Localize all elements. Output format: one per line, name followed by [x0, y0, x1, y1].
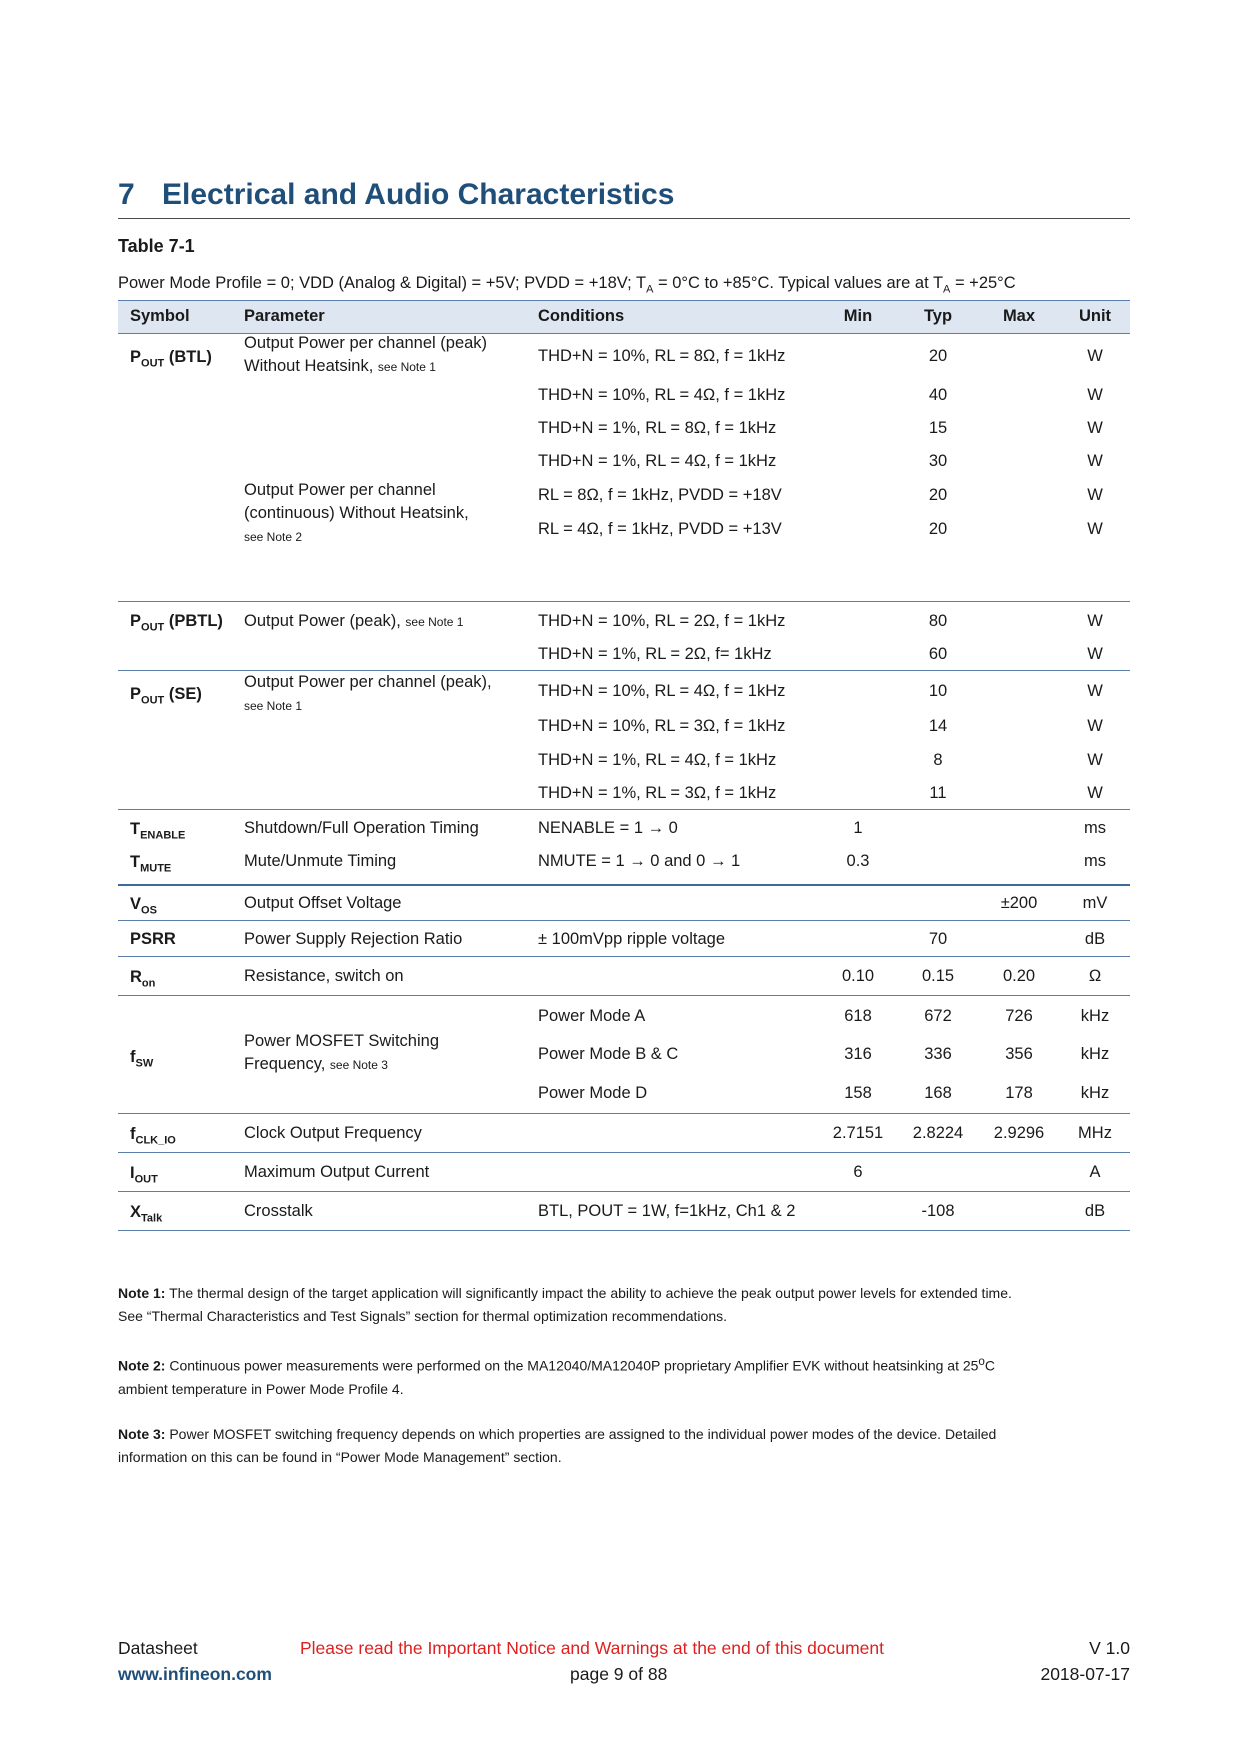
- symbol-cell: PSRR: [130, 930, 176, 948]
- unit-cell: W: [1087, 520, 1103, 538]
- condition-cell: Power Mode A: [538, 1007, 646, 1025]
- typ-cell: 15: [928, 419, 948, 437]
- max-cell: 356: [1005, 1045, 1033, 1063]
- typ-cell: 30: [928, 452, 948, 470]
- unit-cell: Ω: [1088, 967, 1102, 985]
- note-1: Note 1: The thermal design of the target application will significantly impact the ability to achieve the peak output power levels for extended time. See “Thermal Characteristics and Test Signals” section for thermal optimization recommendations.: [118, 1285, 1012, 1324]
- table-row-group-fsw: [118, 996, 1130, 1114]
- section-heading: [118, 178, 1130, 219]
- typ-cell: 60: [928, 645, 948, 663]
- typ-cell: 80: [928, 612, 948, 630]
- typ-cell: 20: [928, 520, 948, 538]
- table-row-vos: [118, 886, 1130, 921]
- symbol-cell: $I_{OUT}$: [130, 1164, 158, 1186]
- unit-cell: MHz: [1078, 1124, 1112, 1142]
- typ-cell: 40: [928, 386, 948, 404]
- condition-cell: Power Mode B & C: [538, 1045, 679, 1063]
- unit-cell: kHz: [1080, 1045, 1110, 1063]
- typ-cell: 168: [924, 1084, 952, 1102]
- table-row-group-timing: [118, 810, 1130, 886]
- condition-cell: THD+N = 1%, RL = 3Ω, f = 1kHz: [538, 784, 777, 802]
- typ-cell: 2.8224: [912, 1124, 964, 1142]
- unit-cell: dB: [1084, 930, 1106, 948]
- col-conditions: Conditions: [538, 307, 625, 325]
- unit-cell: kHz: [1080, 1084, 1110, 1102]
- condition-cell: Power Mode D: [538, 1084, 648, 1102]
- unit-cell: kHz: [1080, 1007, 1110, 1025]
- typ-cell: 14: [928, 717, 948, 735]
- condition-cell: NMUTE = 1 → 0 and 0 → 1: [538, 852, 741, 870]
- footer-date: 2018-07-17: [1040, 1664, 1130, 1684]
- symbol-cell: $f_{CLK\_IO}$: [130, 1125, 176, 1147]
- min-cell: 0.3: [846, 852, 870, 870]
- min-cell: 618: [844, 1007, 872, 1025]
- unit-cell: ms: [1084, 852, 1106, 870]
- typ-cell: 8: [933, 751, 943, 769]
- min-cell: 0.10: [841, 967, 875, 985]
- table-row-group-pout-se: [118, 671, 1130, 810]
- max-cell: 0.20: [1002, 967, 1036, 985]
- condition-cell: THD+N = 10%, RL = 8Ω, f = 1kHz: [538, 347, 786, 365]
- parameter-cell: Output Power (peak), see Note 1: [244, 612, 464, 630]
- symbol-cell: $X_{Talk}$: [130, 1203, 163, 1225]
- symbol-cell: $P_{OUT}$ (SE): [130, 685, 202, 707]
- unit-cell: W: [1087, 717, 1103, 735]
- condition-cell: THD+N = 10%, RL = 4Ω, f = 1kHz: [538, 386, 786, 404]
- symbol-cell: $P_{OUT}$ (BTL): [130, 348, 212, 370]
- unit-cell: W: [1087, 419, 1103, 437]
- note-3: Note 3: Power MOSFET switching frequency depends on which properties are assigned to the individual power modes of the device. Detailed information on this can be found in “Power Mode Management” section.: [118, 1425, 997, 1465]
- section-title: Electrical and Audio Characteristics: [162, 178, 675, 211]
- table-row-iout: [118, 1153, 1130, 1192]
- unit-cell: W: [1087, 347, 1103, 365]
- symbol-cell: $T_{ENABLE}$: [130, 820, 186, 842]
- symbol-cell: $T_{MUTE}$: [130, 853, 172, 875]
- symbol-cell: $V_{OS}$: [130, 895, 157, 917]
- footer-doc-type: Datasheet: [118, 1638, 198, 1658]
- typ-cell: 672: [924, 1007, 952, 1025]
- typ-cell: 70: [928, 930, 948, 948]
- typ-cell: 20: [928, 486, 948, 504]
- condition-cell: THD+N = 10%, RL = 4Ω, f = 1kHz: [538, 682, 786, 700]
- col-unit: Unit: [1078, 307, 1112, 325]
- condition-cell: NENABLE = 1 → 0: [538, 819, 678, 837]
- parameter-cell: Output Offset Voltage: [244, 894, 402, 912]
- unit-cell: W: [1087, 452, 1103, 470]
- typ-cell: 11: [929, 784, 947, 802]
- unit-cell: W: [1087, 486, 1103, 504]
- parameter-cell: Output Power per channel (peak) Without Heatsink, see Note 1: [244, 334, 488, 375]
- symbol-cell: $f_{SW}$: [130, 1048, 154, 1070]
- min-cell: 1: [853, 819, 863, 837]
- unit-cell: dB: [1084, 1202, 1106, 1220]
- footer-notice: Please read the Important Notice and Warnings at the end of this document: [300, 1638, 884, 1658]
- table-row-group-pout-pbtl: [118, 602, 1130, 671]
- parameter-cell: Crosstalk: [244, 1202, 313, 1220]
- unit-cell: W: [1087, 612, 1103, 630]
- min-cell: 316: [844, 1045, 872, 1063]
- col-min: Min: [843, 307, 873, 325]
- typ-cell: 10: [928, 682, 948, 700]
- min-cell: 158: [844, 1084, 872, 1102]
- parameter-cell: Output Power per channel (peak), see Note 1: [244, 673, 492, 713]
- col-symbol: Symbol: [130, 307, 190, 325]
- symbol-cell: $P_{OUT}$ (PBTL): [130, 612, 223, 634]
- table-row-group-pout-btl: [118, 334, 1130, 602]
- unit-cell: W: [1087, 751, 1103, 769]
- footer-page-number: page 9 of 88: [570, 1664, 668, 1684]
- col-max: Max: [1002, 307, 1036, 325]
- typ-cell: 0.15: [921, 967, 955, 985]
- condition-cell: THD+N = 10%, RL = 3Ω, f = 1kHz: [538, 717, 786, 735]
- max-cell: 726: [1005, 1007, 1033, 1025]
- parameter-cell: Resistance, switch on: [244, 967, 404, 985]
- condition-cell: THD+N = 10%, RL = 2Ω, f = 1kHz: [538, 612, 786, 630]
- table-row-ron: [118, 957, 1130, 996]
- typ-cell: -108: [921, 1202, 955, 1220]
- condition-cell: THD+N = 1%, RL = 4Ω, f = 1kHz: [538, 751, 777, 769]
- max-cell: 178: [1005, 1084, 1033, 1102]
- parameter-cell: Mute/Unmute Timing: [244, 852, 397, 870]
- condition-cell: ± 100mVpp ripple voltage: [538, 930, 726, 948]
- max-cell: 2.9296: [993, 1124, 1045, 1142]
- table-header: [118, 300, 1130, 334]
- unit-cell: W: [1087, 645, 1103, 663]
- symbol-cell: $R_{on}$: [130, 968, 156, 990]
- unit-cell: A: [1089, 1163, 1101, 1181]
- parameter-cell: Maximum Output Current: [244, 1163, 430, 1181]
- condition-cell: THD+N = 1%, RL = 4Ω, f = 1kHz: [538, 452, 777, 470]
- notes-section: [118, 1282, 1130, 1491]
- condition-cell: THD+N = 1%, RL = 8Ω, f = 1kHz: [538, 419, 777, 437]
- section-number: 7: [118, 178, 135, 211]
- table-label: Table 7-1: [118, 236, 195, 256]
- footer-website-link[interactable]: www.infineon.com: [118, 1664, 272, 1684]
- parameter-cell: Shutdown/Full Operation Timing: [244, 819, 479, 837]
- datasheet-page: [118, 0, 1130, 1754]
- condition-cell: BTL, POUT = 1W, f=1kHz, Ch1 & 2: [538, 1202, 796, 1220]
- unit-cell: W: [1087, 784, 1103, 802]
- unit-cell: W: [1087, 682, 1103, 700]
- condition-cell: RL = 8Ω, f = 1kHz, PVDD = +18V: [538, 486, 782, 504]
- table-conditions: Power Mode Profile = 0; VDD (Analog & Digital) = +5V; PVDD = +18V; $T_A = 0^\circ C$ to +85°C. Typical values are at $T_A = +25^\circ C$: [118, 274, 1016, 296]
- parameter-cell: Output Power per channel (continuous) Without Heatsink, see Note 2: [244, 481, 469, 544]
- parameter-cell: Clock Output Frequency: [244, 1124, 422, 1142]
- col-parameter: Parameter: [244, 307, 325, 325]
- footer-version: V 1.0: [1089, 1638, 1130, 1658]
- characteristics-table: [118, 300, 1130, 1231]
- unit-cell: W: [1087, 386, 1103, 404]
- note-2: Note 2: Continuous power measurements were performed on the MA12040/MA12040P proprietary Amplifier EVK without heatsinking at 25$^o$C ambient temperature in Power Mode Profile 4.: [118, 1355, 996, 1397]
- table-row-fclk: [118, 1114, 1130, 1153]
- col-typ: Typ: [923, 307, 953, 325]
- typ-cell: 20: [928, 347, 948, 365]
- condition-cell: THD+N = 1%, RL = 2Ω, f= 1kHz: [538, 645, 772, 663]
- min-cell: 2.7151: [832, 1124, 884, 1142]
- min-cell: 6: [853, 1163, 863, 1181]
- table-row-xtalk: [118, 1192, 1130, 1231]
- condition-cell: RL = 4Ω, f = 1kHz, PVDD = +13V: [538, 520, 782, 538]
- unit-cell: mV: [1082, 894, 1108, 912]
- parameter-cell: Power Supply Rejection Ratio: [244, 930, 463, 948]
- max-cell: ±200: [1000, 894, 1038, 912]
- unit-cell: ms: [1084, 819, 1106, 837]
- typ-cell: 336: [924, 1045, 952, 1063]
- parameter-cell: Power MOSFET Switching Frequency, see Note 3: [244, 1032, 440, 1073]
- table-row-psrr: [118, 921, 1130, 957]
